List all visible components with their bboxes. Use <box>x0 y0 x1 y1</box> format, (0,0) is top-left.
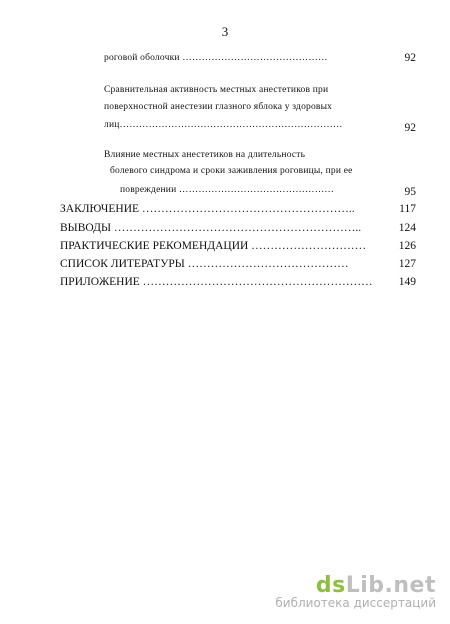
toc-entry-line: болевого синдрома и сроки заживления роговицы, при ее <box>110 166 353 176</box>
toc-page-number: 124 <box>398 222 416 234</box>
watermark-tagline: библиотека диссертаций <box>275 596 436 610</box>
toc-page-number: 126 <box>398 240 416 252</box>
toc-entry-line: Сравнительная активность местных анестетиков при <box>104 85 329 95</box>
toc-entry-line: Влияние местных анестетиков на длительность <box>104 150 306 160</box>
toc-entry-line: повреждении ………………………………………… <box>120 185 335 195</box>
page-number: 3 <box>221 24 229 39</box>
watermark <box>275 573 436 610</box>
toc-entry-line: лиц…………………………………………………………… <box>104 120 343 130</box>
watermark-logo: dsLib.net <box>315 573 436 598</box>
toc-section: ПРАКТИЧЕСКИЕ РЕКОМЕНДАЦИИ ………………………… <box>60 240 367 252</box>
toc-section: ВЫВОДЫ ……………………………………………………….. <box>60 222 362 234</box>
toc-page-number: 117 <box>399 203 416 215</box>
toc-page-number: 95 <box>404 186 416 198</box>
toc-section: ЗАКЛЮЧЕНИЕ ……………………………………………….. <box>60 203 355 215</box>
toc-entry-line: роговой оболочки ……………………………………… <box>104 53 328 63</box>
toc-entry-line: поверхностной анестезии глазного яблока у здоровых <box>104 102 333 112</box>
toc-page-number: 127 <box>398 258 416 270</box>
toc-page-number: 149 <box>398 276 416 288</box>
toc-page-number: 92 <box>404 52 416 64</box>
toc-section: ПРИЛОЖЕНИЕ …………………………………………………… <box>60 276 373 288</box>
toc-section: СПИСОК ЛИТЕРАТУРЫ …………………………………… <box>60 258 349 270</box>
toc-page-number: 92 <box>404 122 416 134</box>
